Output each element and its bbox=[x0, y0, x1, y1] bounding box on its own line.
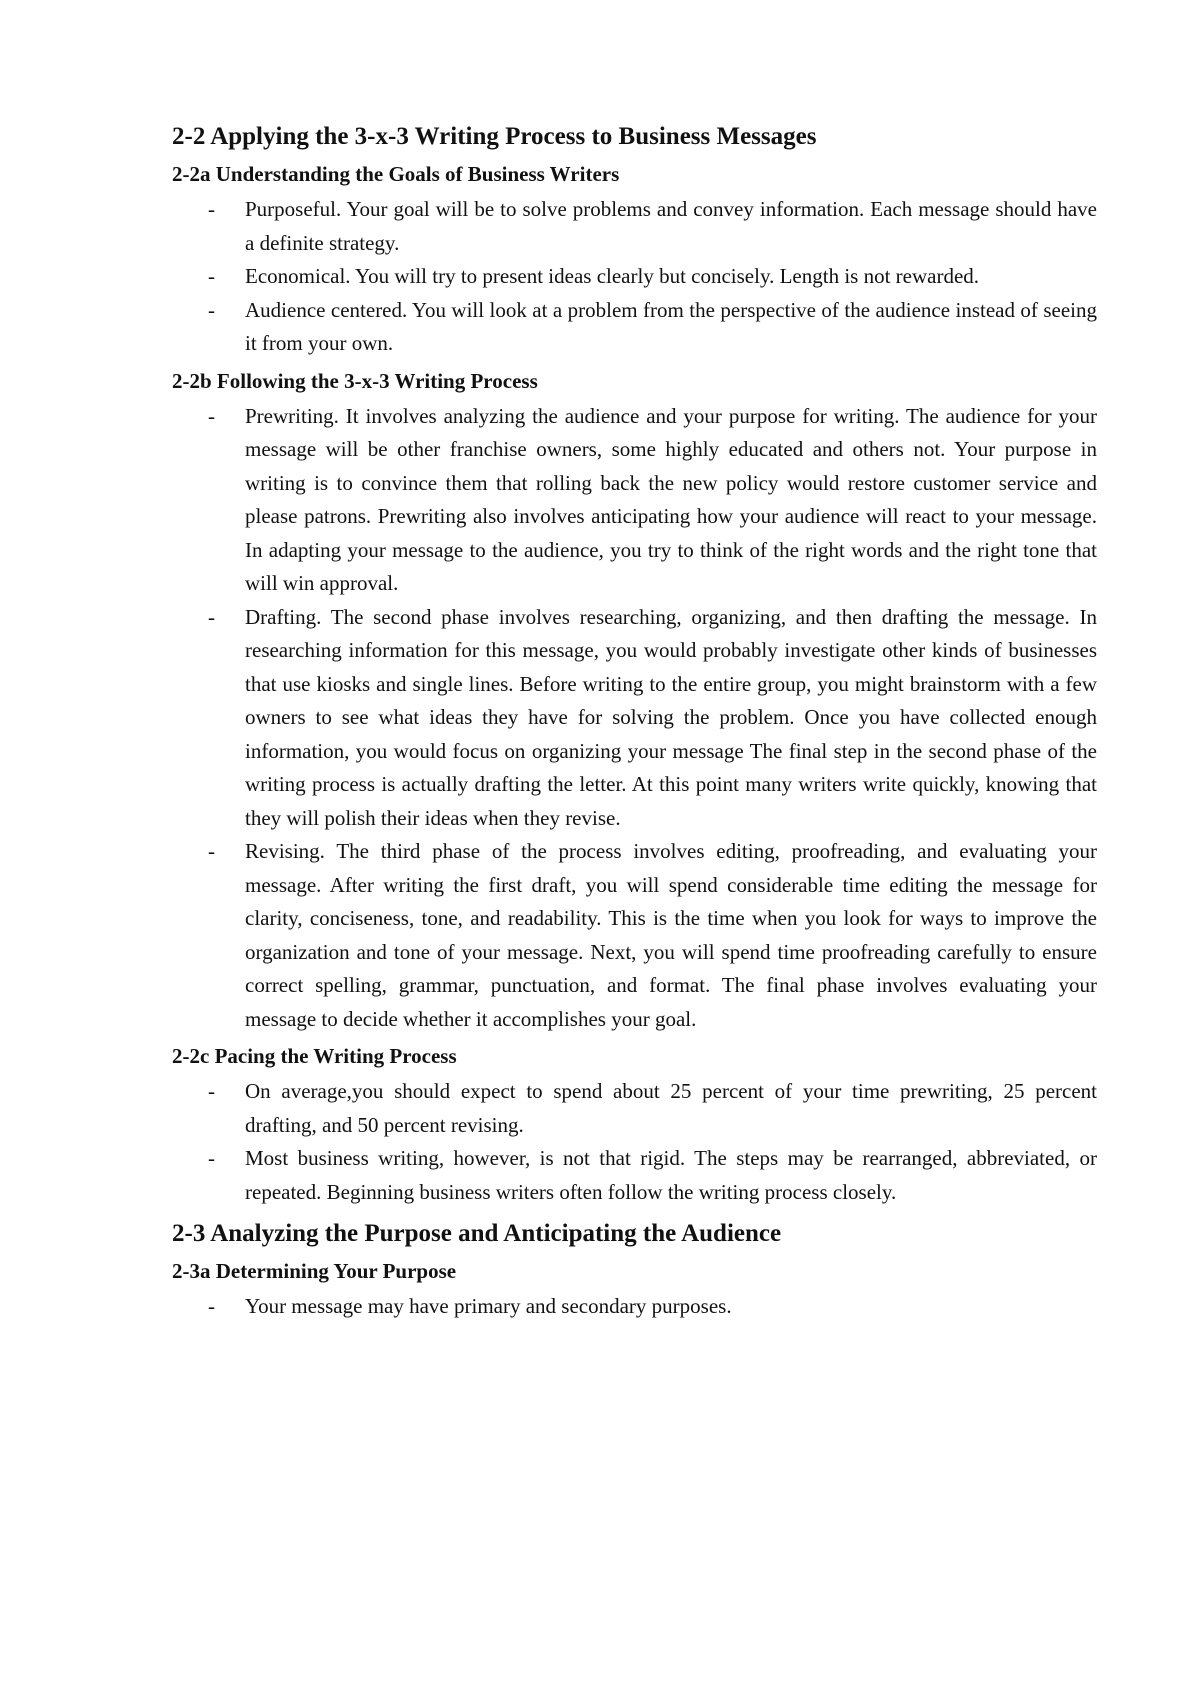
bullet-dash: - bbox=[208, 1079, 215, 1103]
bullet-list-2-2b bbox=[172, 400, 1097, 1037]
bullet-dash: - bbox=[208, 839, 215, 863]
list-item-text: On average,you should expect to spend about 25 percent of your time prewriting, 25 percent drafting, and 50 percent revising. bbox=[245, 1079, 1097, 1137]
list-item-text: Economical. You will try to present ideas clearly but concisely. Length is not rewarded. bbox=[245, 264, 980, 288]
section-heading-2-3: 2-3 Analyzing the Purpose and Anticipating the Audience bbox=[172, 1220, 782, 1247]
subsection-heading-2-2b: 2-2b Following the 3-x-3 Writing Process bbox=[172, 368, 538, 393]
list-item bbox=[172, 1142, 1097, 1209]
list-item-text: Your message may have primary and secondary purposes. bbox=[245, 1294, 732, 1318]
list-item-text: Revising. The third phase of the process involves editing, proofreading, and evaluating your message. After writing the first draft, you will spend considerable time editing the message for clarity, conciseness, tone, and readability. This is the time when you look for ways to improve the organization and tone of your message. Next, you will spend time proofreading carefully to ensure correct spelling, grammar, punctuation, and format. The final phase involves evaluating your message to decide whether it accomplishes your goal. bbox=[245, 839, 1097, 1031]
list-item bbox=[172, 601, 1097, 836]
list-item bbox=[172, 400, 1097, 601]
bullet-list-2-2c bbox=[172, 1075, 1097, 1209]
bullet-dash: - bbox=[208, 1294, 215, 1318]
list-item bbox=[172, 294, 1097, 361]
list-item bbox=[172, 260, 1097, 294]
bullet-list-2-3a bbox=[172, 1290, 1097, 1324]
subsection-heading-2-2c: 2-2c Pacing the Writing Process bbox=[172, 1044, 457, 1068]
list-item bbox=[172, 835, 1097, 1036]
bullet-dash: - bbox=[208, 403, 215, 428]
bullet-list-2-2a bbox=[172, 193, 1097, 361]
list-item-text: Prewriting. It involves analyzing the audience and your purpose for writing. The audience for your message will be other franchise owners, some highly educated and others not. Your purpose in writing is to convince them that rolling back the new policy would restore customer service and please patrons. Prewriting also involves anticipating how your audience will react to your message. In adapting your message to the audience, you try to think of the right words and the right tone that will win approval. bbox=[245, 403, 1097, 595]
bullet-dash: - bbox=[208, 297, 215, 322]
section-heading-2-2: 2-2 Applying the 3-x-3 Writing Process to Business Messages bbox=[172, 123, 817, 150]
bullet-dash: - bbox=[208, 197, 215, 221]
document-body bbox=[172, 120, 1097, 1330]
bullet-dash: - bbox=[208, 1146, 215, 1170]
list-item-text: Most business writing, however, is not that rigid. The steps may be rearranged, abbreviated, or repeated. Beginning business writers often follow the writing process closely. bbox=[245, 1146, 1097, 1204]
list-item bbox=[172, 1075, 1097, 1142]
list-item bbox=[172, 1290, 1097, 1324]
list-item-text: Audience centered. You will look at a problem from the perspective of the audience instead of seeing it from your own. bbox=[245, 297, 1097, 355]
list-item bbox=[172, 193, 1097, 260]
bullet-dash: - bbox=[208, 604, 215, 629]
list-item-text: Purposeful. Your goal will be to solve problems and convey information. Each message should have a definite strategy. bbox=[245, 197, 1097, 255]
subsection-heading-2-3a: 2-3a Determining Your Purpose bbox=[172, 1259, 457, 1283]
bullet-dash: - bbox=[208, 264, 215, 288]
subsection-heading-2-2a: 2-2a Understanding the Goals of Business Writers bbox=[172, 162, 620, 186]
list-item-text: Drafting. The second phase involves researching, organizing, and then drafting the message. In researching information for this message, you would probably investigate other kinds of businesses that use kiosks and single lines. Before writing to the entire group, you might brainstorm with a few owners to see what ideas they have for solving the problem. Once you have collected enough information, you would focus on organizing your message The final step in the second phase of the writing process is actually drafting the letter. At this point many writers write quickly, knowing that they will polish their ideas when they revise. bbox=[245, 604, 1097, 830]
